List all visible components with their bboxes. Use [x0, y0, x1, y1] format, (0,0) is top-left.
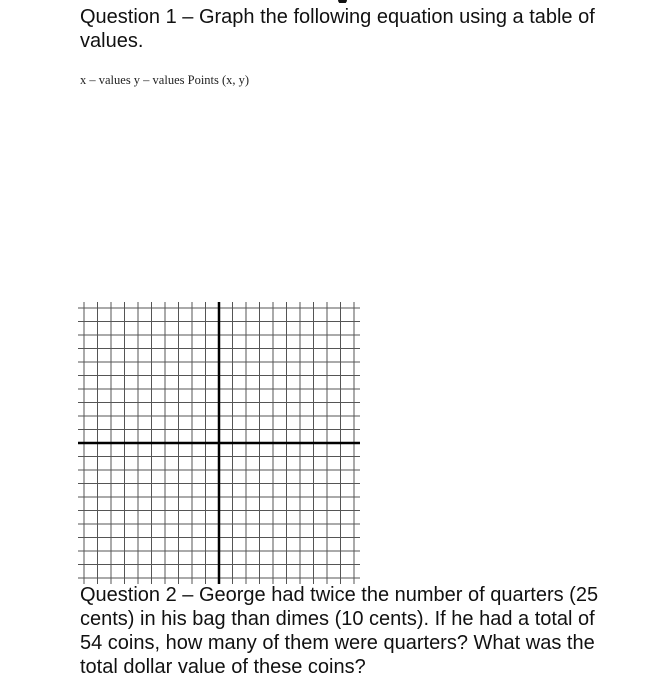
- table-of-values-header: x – values y – values Points (x, y): [80, 73, 250, 87]
- coordinate-grid-svg: [78, 302, 360, 584]
- coordinate-grid: [78, 302, 360, 584]
- cropped-heading-fragment: [0, 0, 667, 3]
- question-2-text: Question 2 – George had twice the number of quarters (25 cents) in his bag than dimes (10 cents). If he had a total of 54 coins, how many of them were quarters? What was the total dollar value of these coins?: [80, 584, 599, 678]
- question-1-text: Question 1 – Graph the following equation using a table of values.: [80, 6, 595, 52]
